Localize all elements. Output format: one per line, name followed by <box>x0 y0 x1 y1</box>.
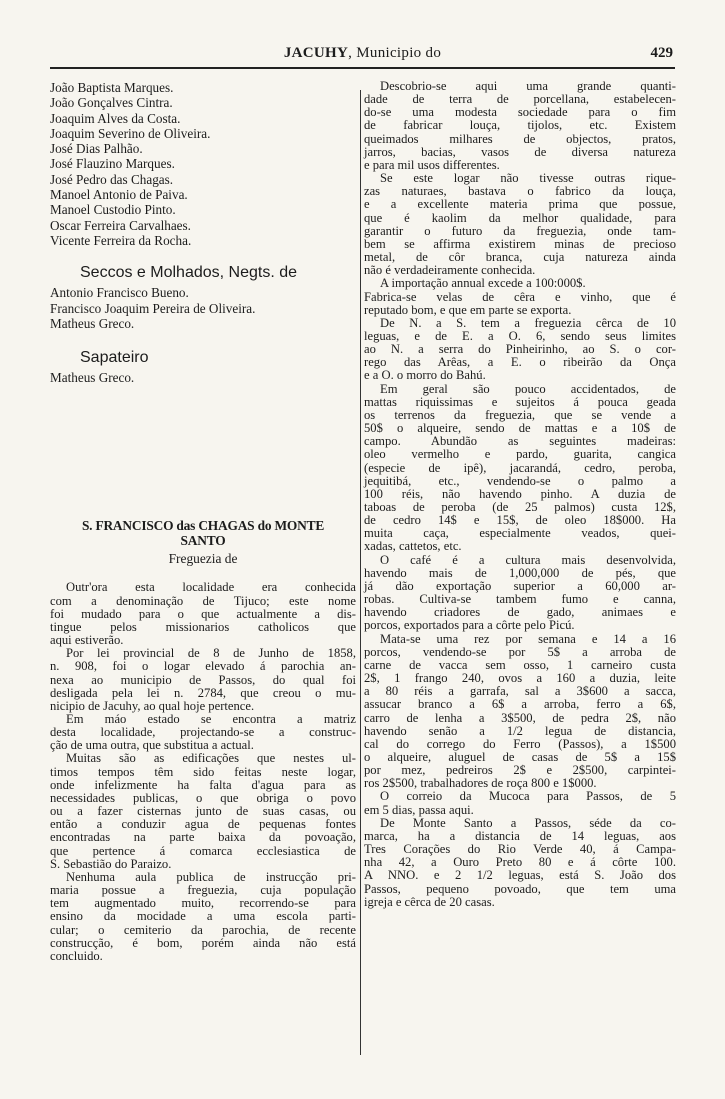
name-entry: José Flauzino Marques. <box>50 156 175 172</box>
text-line: Por lei provincial de 8 de Junho de 1858, <box>66 646 356 661</box>
name-entry: Manoel Custodio Pinto. <box>50 202 176 218</box>
text-line: dade de terra de porcellana, estabelecen- <box>364 92 676 107</box>
text-line: e a excellente materia prima que possue, <box>364 197 676 212</box>
text-line: O café é a cultura mais desenvolvida, <box>380 552 676 567</box>
name-entry: José Pedro das Chagas. <box>50 171 174 187</box>
text-line: metal, de côr branca, cuja natureza ainda <box>364 250 676 265</box>
text-line: Em geral são pouco accidentados, de <box>380 381 676 396</box>
text-line: havendo criadores de gado, animaes e <box>364 605 676 620</box>
text-line: e para mil usos differentes. <box>364 157 500 172</box>
text-line: nha 42, a Ouro Preto 80 e á côrte 100. <box>364 855 676 870</box>
text-line: Outr'ora esta localidade era conhecida <box>66 580 356 595</box>
text-line: nexa ao municipio de Passos, do qual foi <box>50 672 356 687</box>
page-header <box>50 45 675 69</box>
left-body-text <box>50 581 356 963</box>
text-line: reputado bom, e que em parte se exporta. <box>364 302 572 317</box>
text-line: construcção, é bom, porém ainda não está <box>50 935 356 950</box>
text-line: não é verdadeiramente conhecida. <box>364 263 536 278</box>
left-column <box>50 80 356 1040</box>
text-line: ros 2$500, trabalhadores de roça 800 e 1$000. <box>364 776 597 791</box>
text-line: bem se affirma existirem minas de precioso <box>364 236 676 251</box>
text-line: Fabrica-se velas de cêra e vinho, que é <box>364 289 676 304</box>
text-line: onde infelizmente ha falta d'agua para as <box>50 777 356 792</box>
section-heading-sapateiro: Sapateiro <box>80 349 149 367</box>
text-line: e a O. o morro do Bahú. <box>364 368 486 383</box>
text-line: assucar branco a 6$ a arroba, ferro a 6$, <box>364 697 676 712</box>
name-entry: José Dias Palhão. <box>50 141 143 157</box>
text-line: ção de uma outra, que substitua a actual. <box>50 738 254 753</box>
name-entry: Antonio Francisco Bueno. <box>50 285 189 301</box>
text-line: aqui estiverão. <box>50 633 124 648</box>
name-entry: João Baptista Marques. <box>50 80 174 95</box>
text-line: porcos, exportados para a côrte pelo Picú. <box>364 618 575 633</box>
right-column <box>364 80 676 1040</box>
running-title-subtitle: , Municipio do <box>348 45 442 61</box>
text-line: o alqueire, aluguel de casas de 5$ a 15$ <box>364 749 676 764</box>
text-line: O correio da Mucoca para Passos, de 5 <box>380 789 676 804</box>
page-number: 429 <box>650 45 673 61</box>
text-line: encontradas na parte baixa da povoação, <box>50 830 356 845</box>
text-line: jarros, bacias, vasos de diversa natureza <box>364 144 676 159</box>
text-line: taboas de peroba (de 25 palmos) custa 12$, <box>364 500 676 514</box>
text-line: De Monte Santo a Passos, séde da co- <box>380 815 676 830</box>
seccos-list <box>50 285 356 331</box>
text-line: já dão exportação superior a 60,000 ar- <box>364 578 676 593</box>
text-line: timos tempos têm sido feitas neste logar, <box>50 764 356 779</box>
section-heading-seccos: Seccos e Molhados, Negts. de <box>80 264 298 282</box>
text-line: xadas, cattetos, etc. <box>364 539 462 554</box>
text-line: queimados milhares de objectos, pratos, <box>364 131 676 146</box>
text-line: ensino da mocidade a uma escola parti- <box>50 909 356 924</box>
text-line: carro de lenha a 3$500, de pedra 2$, não <box>364 710 676 725</box>
text-line: a 80 réis a garrafa, sal a 3$600 a sacca, <box>364 684 676 699</box>
text-line: os terrenos da freguezia, que se vende a <box>364 407 676 422</box>
name-entry: Vicente Ferreira da Rocha. <box>50 232 192 248</box>
text-line: n. 908, foi o logar elevado á parochia an- <box>50 659 356 674</box>
text-line: carne de vacca sem osso, 1 carneiro custa <box>364 657 676 672</box>
place-title: S. FRANCISCO das CHAGAS do MONTE <box>81 518 325 534</box>
text-line: foi mudado para o que actualmente a dis- <box>50 606 356 621</box>
text-line: Se este logar não tivesse outras rique- <box>380 171 676 186</box>
text-line: garantir o futuro da freguezia, onde tam- <box>364 223 676 238</box>
text-line: com a denominação de Tijuco; este nome <box>50 593 356 608</box>
text-line: que é kaolim da melhor qualidade, para <box>364 210 676 225</box>
text-line: 50$ o alqueire, sendo de mattas e a 10$ de <box>364 421 676 436</box>
right-body-text <box>364 80 676 909</box>
running-title <box>50 45 675 62</box>
text-line: oleo vermelho e pardo, guarita, cangica <box>364 447 676 462</box>
text-line: porcos, vendendo-se por 5$ a arroba de <box>364 644 676 659</box>
text-line: desta localidade, projectando-se a construc- <box>50 725 356 740</box>
text-line: De N. a S. tem a freguezia cêrca de 10 <box>380 315 676 330</box>
text-line: tem augmentado muito, recorrendo-se para <box>50 896 356 911</box>
name-entry: João Gonçalves Cintra. <box>50 95 173 111</box>
place-title-cont: SANTO <box>180 533 226 549</box>
name-entry: Manoel Antonio de Paiva. <box>50 187 188 203</box>
text-line: Descobrio-se aqui uma grande quanti- <box>380 79 676 93</box>
text-line: A importação annual excede a 100:000$. <box>380 276 586 291</box>
text-line: jequitibá, etc., vendendo-se o palmo a <box>364 473 676 488</box>
text-line: S. Sebastião do Paraizo. <box>50 856 172 871</box>
text-line: tingue pelos missionarios catholicos que <box>50 619 356 634</box>
text-line: nicipio de Jacuhy, ao qual hoje pertence. <box>50 698 255 713</box>
text-line: 100 réis, não havendo pinho. A duzia de <box>364 486 676 501</box>
text-line: de fabricar louça, tijolos, etc. Existem <box>364 118 676 133</box>
text-line: do-se uma modesta sociedade para o fim <box>364 105 676 120</box>
text-line: por mez, pedreiros 2$ e 2$500, carpintei- <box>364 763 676 778</box>
text-line: A NNO. e 2 1/2 leguas, está S. João dos <box>364 868 676 883</box>
text-line: maria possue a freguezia, cuja população <box>50 883 356 898</box>
resident-list <box>50 80 356 248</box>
sapateiro-list <box>50 370 356 385</box>
text-line: Passos, pequeno povoado, que tem uma <box>364 881 676 896</box>
place-subtitle: Freguezia de <box>168 551 238 567</box>
text-line: zas naturaes, bastava o fabrico da louça, <box>364 184 676 199</box>
text-line: ou a fazer cisternas junto de suas casas, ou <box>50 804 356 819</box>
text-line: marca, ha a distancia de 14 leguas, aos <box>364 828 676 843</box>
text-line: de cedro 14$ e 15$, de oleo 18$000. Ha <box>364 513 676 528</box>
text-line: então a conduzir agua de pequenas fontes <box>50 817 356 832</box>
name-entry: Joaquim Severino de Oliveira. <box>50 125 211 141</box>
text-line: havendo mais de 1,000,000 de pés, que <box>364 565 676 580</box>
running-title-place: JACUHY <box>283 45 349 61</box>
text-line: em 5 dias, passa aqui. <box>364 802 474 817</box>
text-line: mattas riquissimas e sujeitos á pouca geada <box>364 394 676 409</box>
name-entry: Francisco Joaquim Pereira de Oliveira. <box>50 300 256 316</box>
text-line: leguas, e de E. a O. 6, sendo seus limites <box>364 328 676 343</box>
text-line: Mata-se uma rez por semana e 14 a 16 <box>380 631 676 646</box>
name-entry: Matheus Greco. <box>50 370 135 386</box>
name-entry: Matheus Greco. <box>50 315 135 331</box>
text-line: cal do corrego do Ferro (Passos), a 1$500 <box>364 736 676 751</box>
name-entry: Joaquim Alves da Costa. <box>50 110 181 126</box>
text-line: Nenhuma aula publica de instrucção pri- <box>66 869 356 884</box>
text-line: igreja e cêrca de 20 casas. <box>364 894 495 909</box>
text-line: Tres Corações do Rio Verde 40, á Campa- <box>364 842 676 857</box>
text-line: necessidades publicas, o que obriga o povo <box>50 790 356 805</box>
text-line: cular; o cemiterio da parochia, de recente <box>50 922 356 937</box>
text-line: Muitas são as edificações que nestes ul- <box>66 751 356 766</box>
text-line: concluido. <box>50 948 103 963</box>
text-line: que pertence á comarca ecclesiastica de <box>50 843 356 858</box>
name-entry: Oscar Ferreira Carvalhaes. <box>50 217 191 233</box>
column-divider <box>360 90 361 1055</box>
text-line: rego das Arêas, a E. o ribeirão da Onça <box>364 355 676 370</box>
text-line: ao N. a serra do Pinheirinho, ao S. o cor- <box>364 342 676 357</box>
text-line: (especie de ipê), jacarandá, cedro, peroba, <box>364 460 676 475</box>
text-line: muita caça, especialmente veados, quei- <box>364 526 676 541</box>
text-line: 2$, 1 frango 240, ovos a 160 a duzia, leite <box>364 671 676 686</box>
text-line: desligada pela lei n. 2784, que creou o mu- <box>50 685 356 700</box>
text-line: havendo senão a 1/2 legua de distancia, <box>364 723 676 738</box>
text-line: campo. Abundão as seguintes madeiras: <box>364 434 676 449</box>
text-line: Em máo estado se encontra a matriz <box>66 712 356 727</box>
text-line: robas. Cultiva-se tambem fumo e canna, <box>364 592 676 607</box>
